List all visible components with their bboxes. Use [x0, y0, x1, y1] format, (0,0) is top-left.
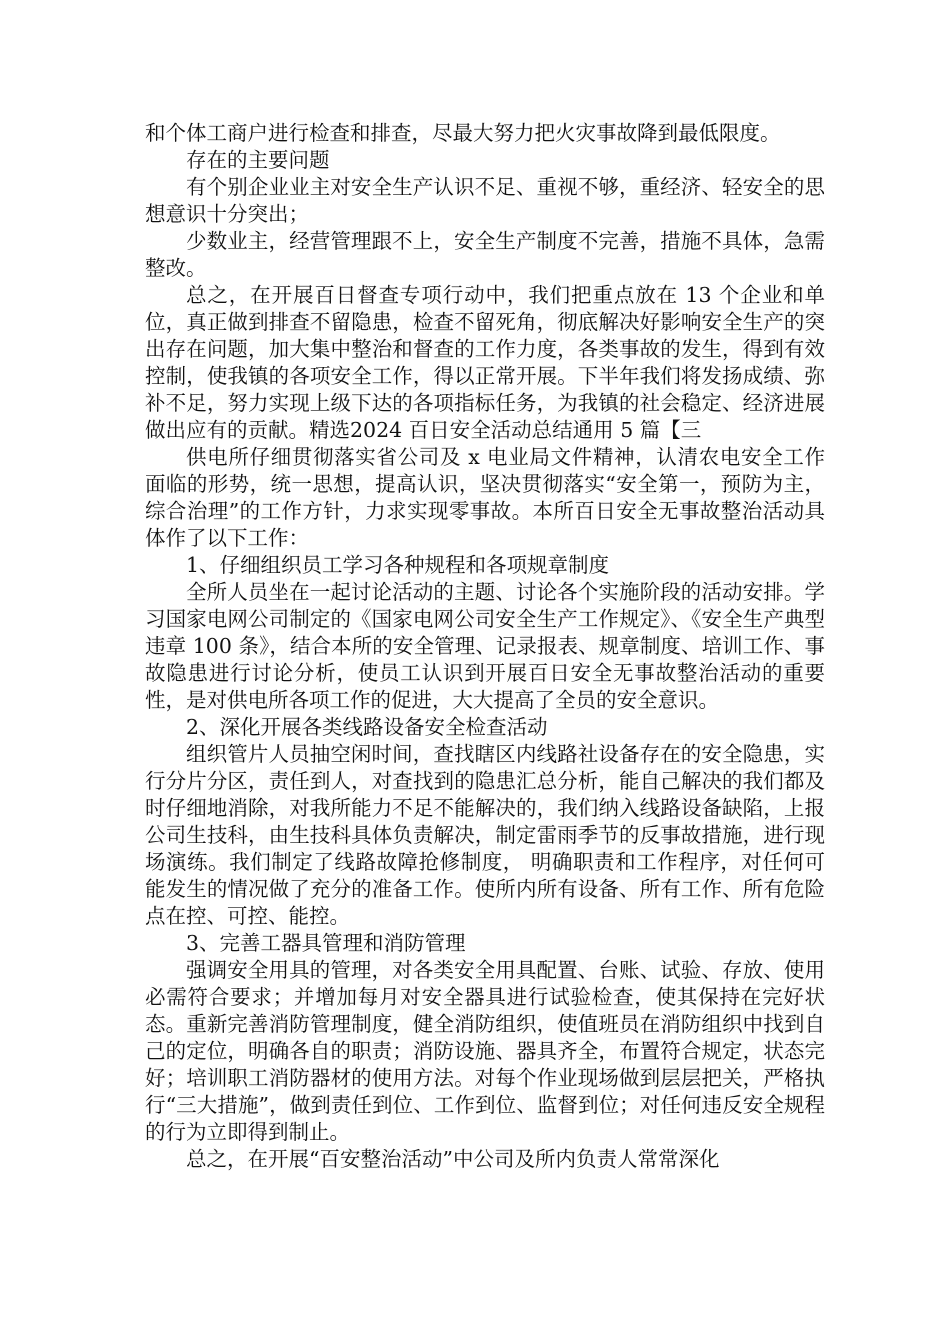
section-heading-3: 3、完善工器具管理和消防管理	[186, 931, 466, 955]
paragraph: 全所人员坐在一起讨论活动的主题、讨论各个实施阶段的活动安排。学习国家电网公司制定的《国家电网公司安全生产工作规定》、《安全生产典型违章 100 条》，结合本所的安全管理、记录报表、规章制度、培训工作、事故隐患进行讨论分析，使员工认识到开展百日安全无事故整治活动的重要性，是对供电所各项工作的促进，大大提高了全员的安全意识。	[145, 580, 825, 712]
paragraph-continuation: 和个体工商户进行检查和排查，尽最大努力把火灾事故降到最低限度。	[145, 121, 781, 145]
paragraph-summary: 总之，在开展百日督查专项行动中，我们把重点放在 13 个企业和单位，真正做到排查不留隐患，检查不留死角，彻底解决好影响安全生产的突出存在问题，加大集中整治和督查的工作力度，各类事故的发生，得到有效控制，使我镇的各项安全工作，得以正常开展。下半年我们将发扬成绩、弥补不足，努力实现上级下达的各项指标任务，为我镇的社会稳定、经济进展做出应有的贡献。精选2024 百日安全活动总结通用 5 篇【三	[145, 283, 825, 442]
paragraph: 组织管片人员抽空闲时间，查找瞎区内线路社设备存在的安全隐患，实行分片分区，责任到人，对查找到的隐患汇总分析，能自己解决的我们都及时仔细地消除，对我所能力不足不能解决的，我们纳入线路设备缺陷，上报公司生技科，由生技科具体负责解决，制定雷雨季节的反事故措施，进行现场演练。我们制定了线路故障抢修制度， 明确职责和工作程序，对任何可能发生的情况做了充分的准备工作。使所内所有设备、所有工作、所有危险点在控、可控、能控。	[145, 742, 825, 928]
paragraph: 供电所仔细贯彻落实省公司及 x 电业局文件精神，认清农电安全工作面临的形势，统一思想，提高认识，坚决贯彻落实“安全第一，预防为主，综合治理”的工作方针，力求实现零事故。本所百日安全无事故整治活动具体作了以下工作：	[145, 445, 825, 550]
section-heading-1: 1、仔细组织员工学习各种规程和各项规章制度	[186, 553, 610, 577]
section-heading-main-problems: 存在的主要问题	[186, 148, 330, 172]
paragraph: 少数业主，经营管理跟不上，安全生产制度不完善，措施不具体，急需整改。	[145, 229, 825, 280]
paragraph: 有个别企业业主对安全生产认识不足、重视不够，重经济、轻安全的思想意识十分突出；	[145, 175, 825, 226]
paragraph: 强调安全用具的管理，对各类安全用具配置、台账、试验、存放、使用必需符合要求；并增加每月对安全器具进行试验检查，使其保持在完好状态。重新完善消防管理制度，健全消防组织，使值班员在消防组织中找到自己的定位，明确各自的职责；消防设施、器具齐全，布置符合规定，状态完好；培训职工消防器材的使用方法。对每个作业现场做到层层把关，严格执行“三大措施”，做到责任到位、工作到位、监督到位；对任何违反安全规程的行为立即得到制止。	[145, 958, 825, 1144]
paragraph-summary: 总之，在开展“百安整治活动”中公司及所内负责人常常深化	[186, 1147, 720, 1171]
document-body	[145, 120, 825, 1173]
section-heading-2: 2、深化开展各类线路设备安全检查活动	[186, 715, 548, 739]
